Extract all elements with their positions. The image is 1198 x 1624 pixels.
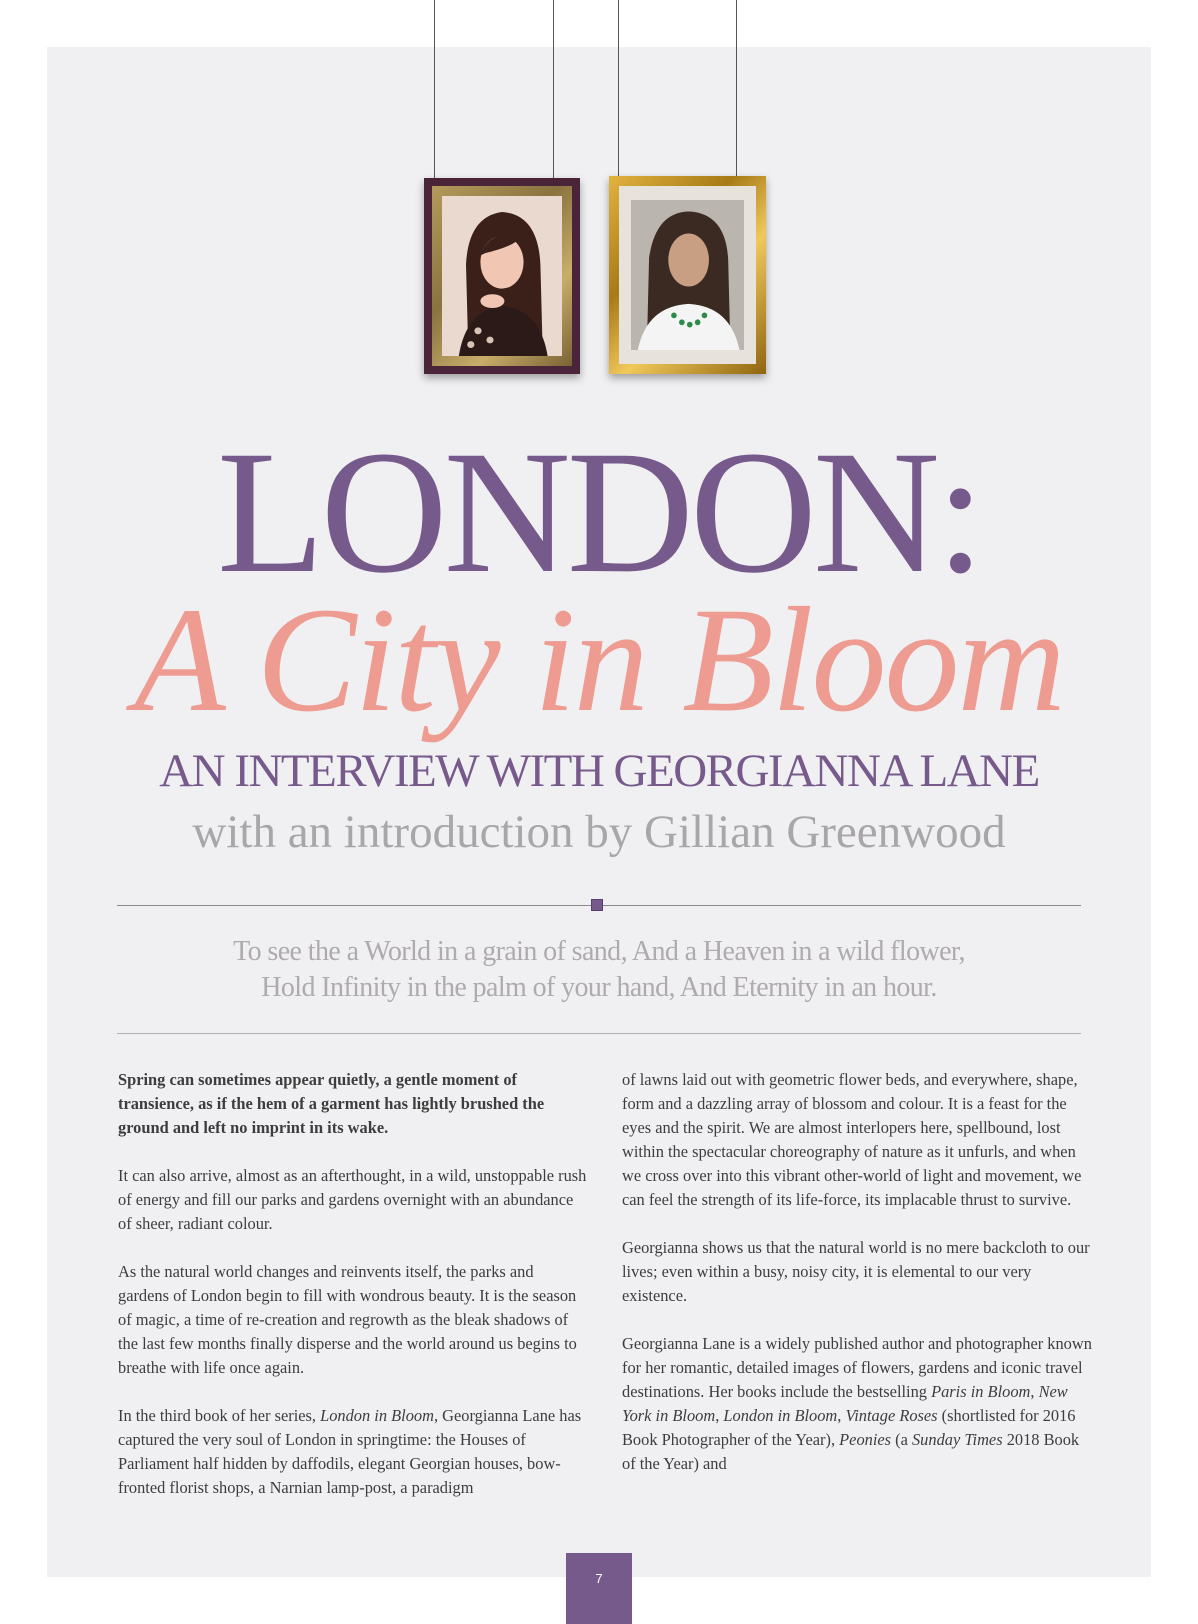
body-paragraph: Georgianna Lane is a widely published author and photographer known for her romantic, detailed images of flowers, gardens and iconic travel destinations. Her books include the bestselling Paris in Bloom, New York in Bloom, London in Bloom, Vintage Roses (shortlisted for 2016 Book Photographer of the Year), Peonies (a Sunday Times 2018 Book of the Year) and	[622, 1334, 1092, 1473]
epigraph-quote	[0, 934, 1198, 1006]
body-paragraph: As the natural world changes and reinvents itself, the parks and gardens of London begin to fill with wondrous beauty. It is the season of magic, a time of re-creation and regrowth as the bleak shadows of the last few months finally disperse and the world around us begins to breathe with life once again.	[118, 1262, 577, 1377]
hanging-wire	[434, 0, 435, 178]
portrait-frame-introducer	[609, 176, 766, 374]
portrait-frame-author	[424, 178, 580, 374]
divider-bottom	[117, 1033, 1081, 1034]
quote-line-1: To see the a World in a grain of sand, And a Heaven in a wild flower,	[233, 936, 965, 967]
headline-city-in-bloom: A City in Bloom	[134, 577, 1064, 743]
headline-london: LONDON:	[217, 415, 981, 610]
interview-subtitle: AN INTERVIEW WITH GEORGIANNA LANE	[159, 745, 1039, 797]
body-paragraph: Georgianna shows us that the natural world is no mere backcloth to our lives; even within a busy, noisy city, it is elemental to our very existence.	[622, 1238, 1090, 1305]
book-title: Paris in Bloom	[931, 1382, 1031, 1401]
page-number: 7	[566, 1553, 632, 1624]
book-title: Vintage Roses	[845, 1406, 938, 1425]
lead-paragraph: Spring can sometimes appear quietly, a gentle moment of transience, as if the hem of a garment has lightly brushed the ground and left no imprint in its wake.	[118, 1070, 545, 1137]
hanging-wire	[618, 0, 619, 178]
introducer-portrait-photo	[631, 200, 744, 350]
book-title: New York in Bloom	[622, 1382, 1068, 1425]
body-paragraph: It can also arrive, almost as an afterthought, in a wild, unstoppable rush of energy and fill our parks and gardens overnight with an abundance of sheer, radiant colour.	[118, 1166, 587, 1233]
body-paragraph: In the third book of her series, London in Bloom, Georgianna Lane has captured the very soul of London in springtime: the Houses of Parliament half hidden by daffodils, elegant Georgian houses, bow-fronted florist shops, a Narnian lamp-post, a paradigm	[118, 1406, 582, 1497]
book-title: Peonies	[839, 1430, 892, 1449]
body-paragraph: of lawns laid out with geometric flower beds, and everywhere, shape, form and a dazzling array of blossom and colour. It is a feast for the eyes and the spirit. We are almost interlopers here, spellbound, lost within the spectacular choreography of nature as it unfurls, and when we cross over into this vibrant other-world of light and movement, we can feel the strength of its life-force, its implacable thrust to survive.	[622, 1070, 1082, 1209]
book-title: London in Bloom	[320, 1406, 434, 1425]
hanging-wire	[736, 0, 737, 178]
divider-ornament	[591, 899, 603, 911]
quote-line-2: Hold Infinity in the palm of your hand, And Eternity in an hour.	[261, 972, 937, 1003]
article-column-left	[118, 1068, 588, 1524]
publication-title: Sunday Times	[911, 1430, 1003, 1449]
article-column-right	[622, 1068, 1092, 1500]
author-portrait-photo	[442, 196, 562, 356]
hanging-wire	[553, 0, 554, 178]
introduction-byline: with an introduction by Gillian Greenwood	[192, 806, 1006, 858]
book-title: London in Bloom	[723, 1406, 838, 1425]
